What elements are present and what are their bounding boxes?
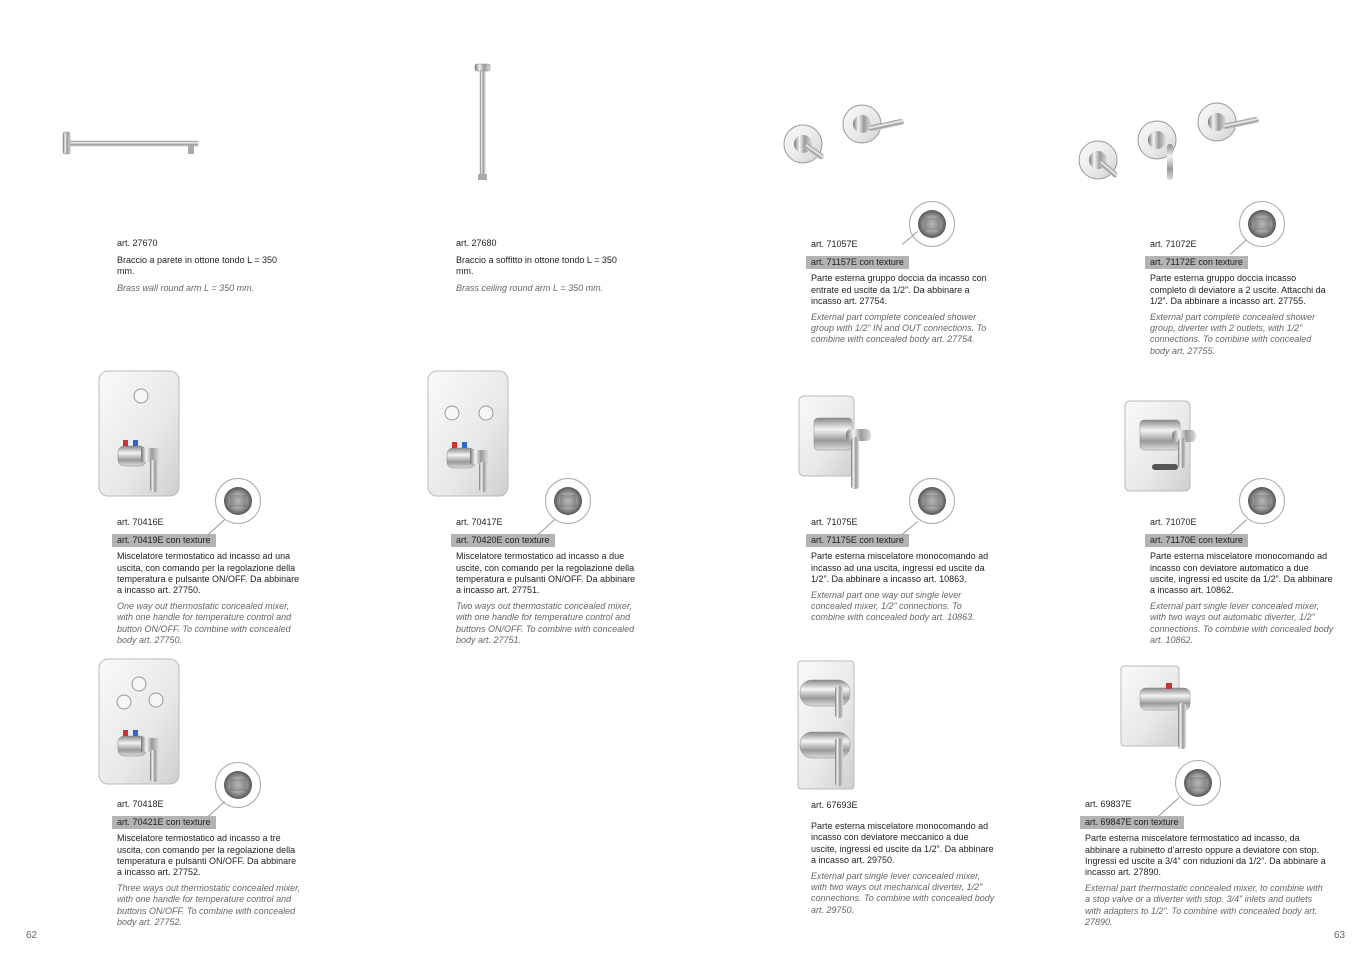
page-number-left: 62 (26, 930, 38, 941)
texture-badge: art. 70420E con texture (451, 534, 555, 547)
texture-badge: art. 71172E con texture (1145, 256, 1248, 269)
texture-badge: art. 70421E con texture (112, 816, 216, 829)
texture-badge: art. 71170E con texture (1145, 534, 1248, 547)
description-english: One way out thermostatic concealed mixer, with one handle for temperature control and button ON/OFF. To combine with concealed body art. 27750. (117, 601, 292, 645)
art-number: art. 69837E (1085, 799, 1132, 809)
description-english: External part single lever concealed mixer, with two ways out automatic diverter, 1/2” connections. To combine with concealed body art. 10862. (1150, 601, 1334, 645)
art-number: art. 70418E (117, 799, 164, 809)
description-italian: Parte esterna gruppo doccia incasso completo di deviatore a 2 uscite. Attacchi da 1/2”. Da abbinare a incasso art. 27755. (1150, 273, 1326, 306)
shower-group-image (780, 100, 910, 170)
art-number: art. 27680 (456, 238, 497, 248)
texture-badge: art. 69847E con texture (1080, 816, 1184, 829)
item-71057 (811, 239, 996, 346)
art-number: art. 71070E (1150, 517, 1197, 527)
description-italian: Miscelatore termostatico ad incasso a tre uscita, con comando per la regolazione della temperatura e pulsanti ON/OFF. Da abbinare a incasso art. 27752. (117, 833, 297, 878)
ceiling-arm-image (472, 62, 494, 184)
item-71072 (1150, 239, 1330, 357)
description-english: External part single lever concealed mixer, with two ways out mechanical diverter, 1/2” connections. To combine with concealed body art. 29750. (811, 871, 995, 915)
texture-badge: art. 70419E con texture (112, 534, 216, 547)
item-71075 (811, 517, 996, 624)
description-english: External part complete concealed shower group with 1/2” IN and OUT connections. To combine with concealed body art. 27754. (811, 312, 987, 345)
description-english: Brass ceiling round arm L = 350 mm. (456, 282, 604, 293)
description-italian: Braccio a soffitto in ottone tondo L = 350 mm. (456, 255, 617, 277)
item-70416 (117, 517, 302, 646)
page-number-right: 63 (1334, 930, 1346, 941)
texture-badge: art. 71175E con texture (806, 534, 909, 547)
art-number: art. 71075E (811, 517, 858, 527)
thermostatic-two-ways-image (425, 368, 515, 500)
description-english: External part one way out single lever concealed mixer, 1/2” connections. To combine with concealed body art. 10863. (811, 590, 975, 623)
description-english: Two ways out thermostatic concealed mixer, with one handle for temperature control and buttons ON/OFF. To combine with concealed body art. 27751. (456, 601, 635, 645)
texture-badge: art. 71157E con texture (806, 256, 909, 269)
art-number: art. 71057E (811, 239, 858, 249)
description-italian: Miscelatore termostatico ad incasso ad una uscita, con comando per la regolazione della temperatura e pulsante ON/OFF. Da abbinare a incasso art. 27750. (117, 551, 300, 596)
art-number: art. 67693E (811, 800, 858, 810)
art-number: art. 71072E (1150, 239, 1197, 249)
description-italian: Parte esterna miscelatore monocomando ad incasso con deviatore automatico a due uscite, ingressi ed uscite da 1/2”. Da abbinare a incasso art. 10862. (1150, 551, 1333, 596)
description-italian: Parte esterna gruppo doccia da incasso con entrate ed uscite da 1/2”. Da abbinare a incasso art. 27754. (811, 273, 987, 306)
description-italian: Braccio a parete in ottone tondo L = 350 mm. (117, 255, 278, 277)
description-english: Brass wall round arm L = 350 mm. (117, 282, 255, 293)
description-english: Three ways out thermostatic concealed mixer, with one handle for temperature control and buttons ON/OFF. To combine with concealed body art. 27752. (117, 883, 301, 927)
description-english: External part complete concealed shower group, diverter with 2 outlets, with 1/2” connections. To combine with concealed body art. 27755. (1150, 312, 1316, 356)
thermostatic-one-way-image (96, 368, 186, 500)
item-27680 (456, 238, 636, 294)
single-lever-mixer-image (796, 393, 876, 493)
art-number: art. 27670 (117, 238, 158, 248)
item-70417 (456, 517, 641, 646)
wall-arm-image (60, 128, 205, 162)
description-italian: Miscelatore termostatico ad incasso a due uscite, con comando per la regolazione della temperatura e pulsanti ON/OFF. Da abbinare a incasso art. 27751. (456, 551, 636, 596)
item-67693 (811, 800, 996, 916)
item-27670 (117, 238, 297, 294)
art-number: art. 70416E (117, 517, 164, 527)
single-lever-diverter-image (1122, 398, 1202, 498)
thermostatic-three-ways-image (96, 656, 186, 788)
description-italian: Parte esterna miscelatore monocomando ad incasso ad una uscita, ingressi ed uscite da 1/2”. Da abbinare a incasso art. 10863. (811, 551, 989, 584)
art-number: art. 70417E (456, 517, 503, 527)
item-71070 (1150, 517, 1335, 646)
description-italian: Parte esterna miscelatore monocomando ad incasso con deviatore meccanico a due uscite, ingressi ed uscite da 1/2”. Da abbinare a incasso art. 29750. (811, 821, 994, 865)
shower-group-diverter-image (1072, 100, 1262, 185)
item-69837 (1085, 799, 1330, 928)
thermostatic-square-mixer-image (1118, 663, 1198, 753)
description-italian: Parte esterna miscelatore termostatico ad incasso, da abbinare a rubinetto d’arresto oppure a deviatore con stop. Ingressi ed uscite a 3/4” con riduzioni da 1/2”. Da abbinare a incasso art. 27890. (1085, 833, 1326, 878)
item-70418 (117, 799, 302, 928)
description-english: External part thermostatic concealed mixer, to combine with a stop valve or a diverter with stop. 3/4” inlets and outlets with adapters to 1/2”. To combine with concealed body art. 27890. (1085, 883, 1323, 927)
mechanical-diverter-mixer-image (795, 658, 865, 792)
